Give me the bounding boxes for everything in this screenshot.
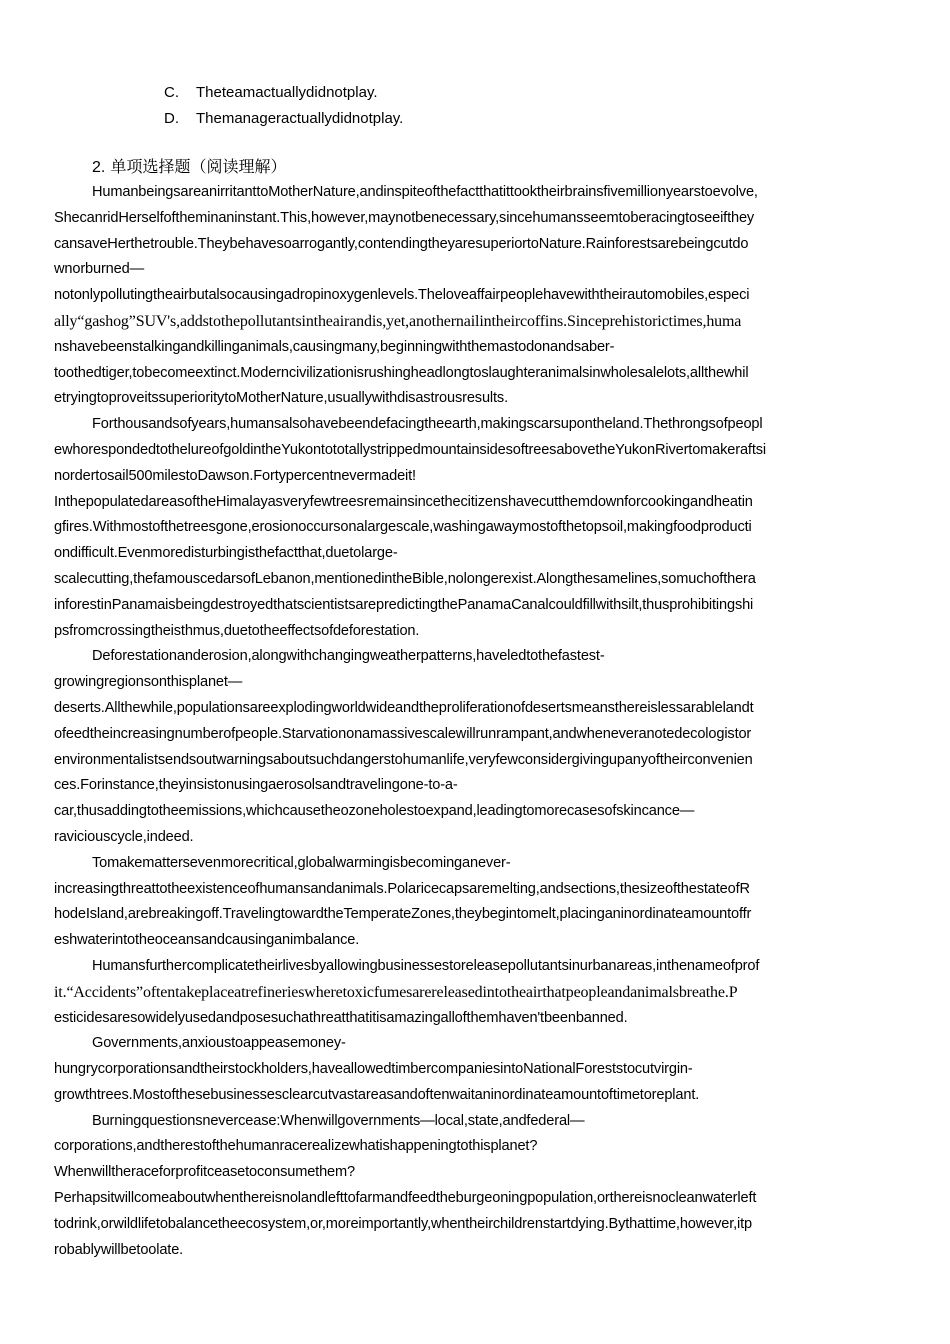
option-c[interactable] <box>164 84 378 101</box>
passage-line: scalecutting,thefamouscedarsofLebanon,mentionedintheBible,nolongerexist.Alongthesamelines,somuchofthera <box>54 570 756 587</box>
passage-line: growthtrees.Mostofthesebusinessesclearcutvastareasandoftenwaitaninordinateamountoftimetoreplant. <box>54 1086 700 1103</box>
passage-line: wnorburned— <box>54 261 145 278</box>
passage-line: InthepopulatedareasoftheHimalayasveryfewtreesremainsincethecitizenshavecutthemdownforcookingandheatin <box>54 493 753 510</box>
passage-line: Humansfurthercomplicatetheirlivesbyallowingbusinessestoreleasepollutantsinurbanareas,inthenameofprof <box>92 957 760 974</box>
passage-line: ondifficult.Evenmoredisturbingisthefactthat,duetolarge- <box>54 545 398 562</box>
option-letter: D. <box>164 110 179 127</box>
passage-line: nordertosail500milestoDawson.Fortypercentnevermadeit! <box>54 467 416 484</box>
passage-line: Deforestationanderosion,alongwithchangingweatherpatterns,haveledtothefastest- <box>92 648 605 665</box>
passage-line: inforestinPanamaisbeingdestroyedthatscientistsarepredictingthePanamaCanalcouldfillwithsilt,thusprohibitingshi <box>54 596 754 613</box>
question-number: 2. <box>92 159 106 176</box>
passage-line: hodeIsland,arebreakingoff.TravelingtowardtheTemperateZones,theybegintomelt,placinganinordinateamountoffr <box>54 906 752 923</box>
passage-line: Whenwilltheraceforprofitceasetoconsumethem? <box>54 1164 355 1181</box>
passage-line: ewhorespondedtothelureofgoldintheYukontototallystrippedmountainsidesoftreesabovetheYukonRivertomakeraftsi <box>54 441 766 458</box>
option-text: Theteamactuallydidnotplay. <box>196 84 378 101</box>
passage-line: psfromcrossingtheisthmus,duetotheeffectsofdeforestation. <box>54 622 420 639</box>
passage-line: robablywillbetoolate. <box>54 1241 184 1258</box>
passage-line: environmentalistsendsoutwarningsaboutsuchdangerstohumanlife,veryfewconsidergivingupanyoftheirconvenien <box>54 751 753 768</box>
passage-line: corporations,andtherestofthehumanracerealizewhatishappeningtothisplanet? <box>54 1138 538 1155</box>
passage-line: todrink,orwildlifetobalancetheecosystem,or,moreimportantly,whentheirchildrenstartdying.Bythattime,however,itp <box>54 1215 753 1232</box>
passage-line: Tomakemattersevenmorecritical,globalwarmingisbecominganever- <box>92 854 511 871</box>
passage-line: hungrycorporationsandtheirstockholders,haveallowedtimbercompaniesintoNationalForeststocutvirgin- <box>54 1061 693 1078</box>
option-text: Themanageractuallydidnotplay. <box>196 110 404 127</box>
passage-line: toothedtiger,tobecomeextinct.Moderncivilizationisrushingheadlongtoslaughteranimalsinwholesalelots,allthewhil <box>54 364 749 381</box>
option-letter: C. <box>164 84 179 101</box>
passage-line: etryingtoproveitssuperioritytoMotherNature,usuallywithdisastrousresults. <box>54 390 508 407</box>
passage-line: ces.Forinstance,theyinsistonusingaerosolsandtravelingone-to-a- <box>54 777 458 794</box>
passage-line: Governments,anxioustoappeasemoney- <box>92 1035 346 1052</box>
passage-line: notonlypollutingtheairbutalsocausingadropinoxygenlevels.Theloveaffairpeoplehavewiththeirautomobiles,especi <box>54 287 750 304</box>
passage-line: deserts.Allthewhile,populationsareexplodingworldwideandtheproliferationofdesertsmeansthereislessarablelandt <box>54 699 754 716</box>
passage-line: Forthousandsofyears,humansalsohavebeendefacingtheearth,makingscarsupontheland.Thethrongsofpeopl <box>92 416 763 433</box>
passage-line: nshavebeenstalkingandkillinganimals,causingmany,beginningwiththemastodonandsaber- <box>54 338 615 355</box>
option-d[interactable] <box>164 110 403 127</box>
passage-line: ofeedtheincreasingnumberofpeople.Starvationonamassivescalewillrunrampant,andwheneveranotedecologistor <box>54 725 752 742</box>
passage-line: esticidesaresowidelyusedandposesuchathreatthatitisamazingallofthemhaven'tbeenbanned. <box>54 1009 628 1026</box>
passage-line: Perhapsitwillcomeaboutwhenthereisnolandlefttofarmandfeedtheburgeoningpopulation,orthereisnocleanwaterleft <box>54 1190 757 1207</box>
passage-line: growingregionsonthisplanet— <box>54 674 243 691</box>
passage-line: Burningquestionsnevercease:Whenwillgovernments—local,state,andfederal— <box>92 1112 585 1129</box>
passage-line: ShecanridHerselfoftheminaninstant.This,however,maynotbenecessary,sincehumansseemtoberacingtoseeifthey <box>54 209 755 226</box>
passage-line: ally“gashog”SUV's,addstothepollutantsintheairandis,yet,anothernailintheircoffins.Sinceprehistorictimes,huma <box>54 312 742 330</box>
passage-line: raviciouscycle,indeed. <box>54 828 194 845</box>
passage-line: gfires.Withmostofthetreesgone,erosionoccursonalargescale,washingawaymostofthetopsoil,makingfoodproducti <box>54 519 752 536</box>
passage-line: increasingthreattotheexistenceofhumansandanimals.Polaricecapsaremelting,andsections,thesizeofthestateofR <box>54 880 750 897</box>
question-heading <box>92 154 286 177</box>
question-title: 单项选择题（阅读理解） <box>110 157 287 176</box>
passage-line: eshwaterintotheoceansandcausinganimbalance. <box>54 932 360 949</box>
passage-line: car,thusaddingtotheemissions,whichcausetheozoneholestoexpand,leadingtomorecasesofskincance— <box>54 803 695 820</box>
passage-line: it.“Accidents”oftentakeplaceatrefinerieswheretoxicfumesarereleasedintotheairthatpeopleandanimalsbreathe.P <box>54 983 738 1001</box>
passage-line: cansaveHerthetrouble.Theybehavesoarrogantly,contendingtheyaresuperiortoNature.Rainforestsarebeingcutdo <box>54 235 749 252</box>
reading-passage <box>54 180 890 1263</box>
passage-line: HumanbeingsareanirritanttoMotherNature,andinspiteofthefactthatittooktheirbrainsfivemillionyearstoevolve, <box>92 184 758 200</box>
